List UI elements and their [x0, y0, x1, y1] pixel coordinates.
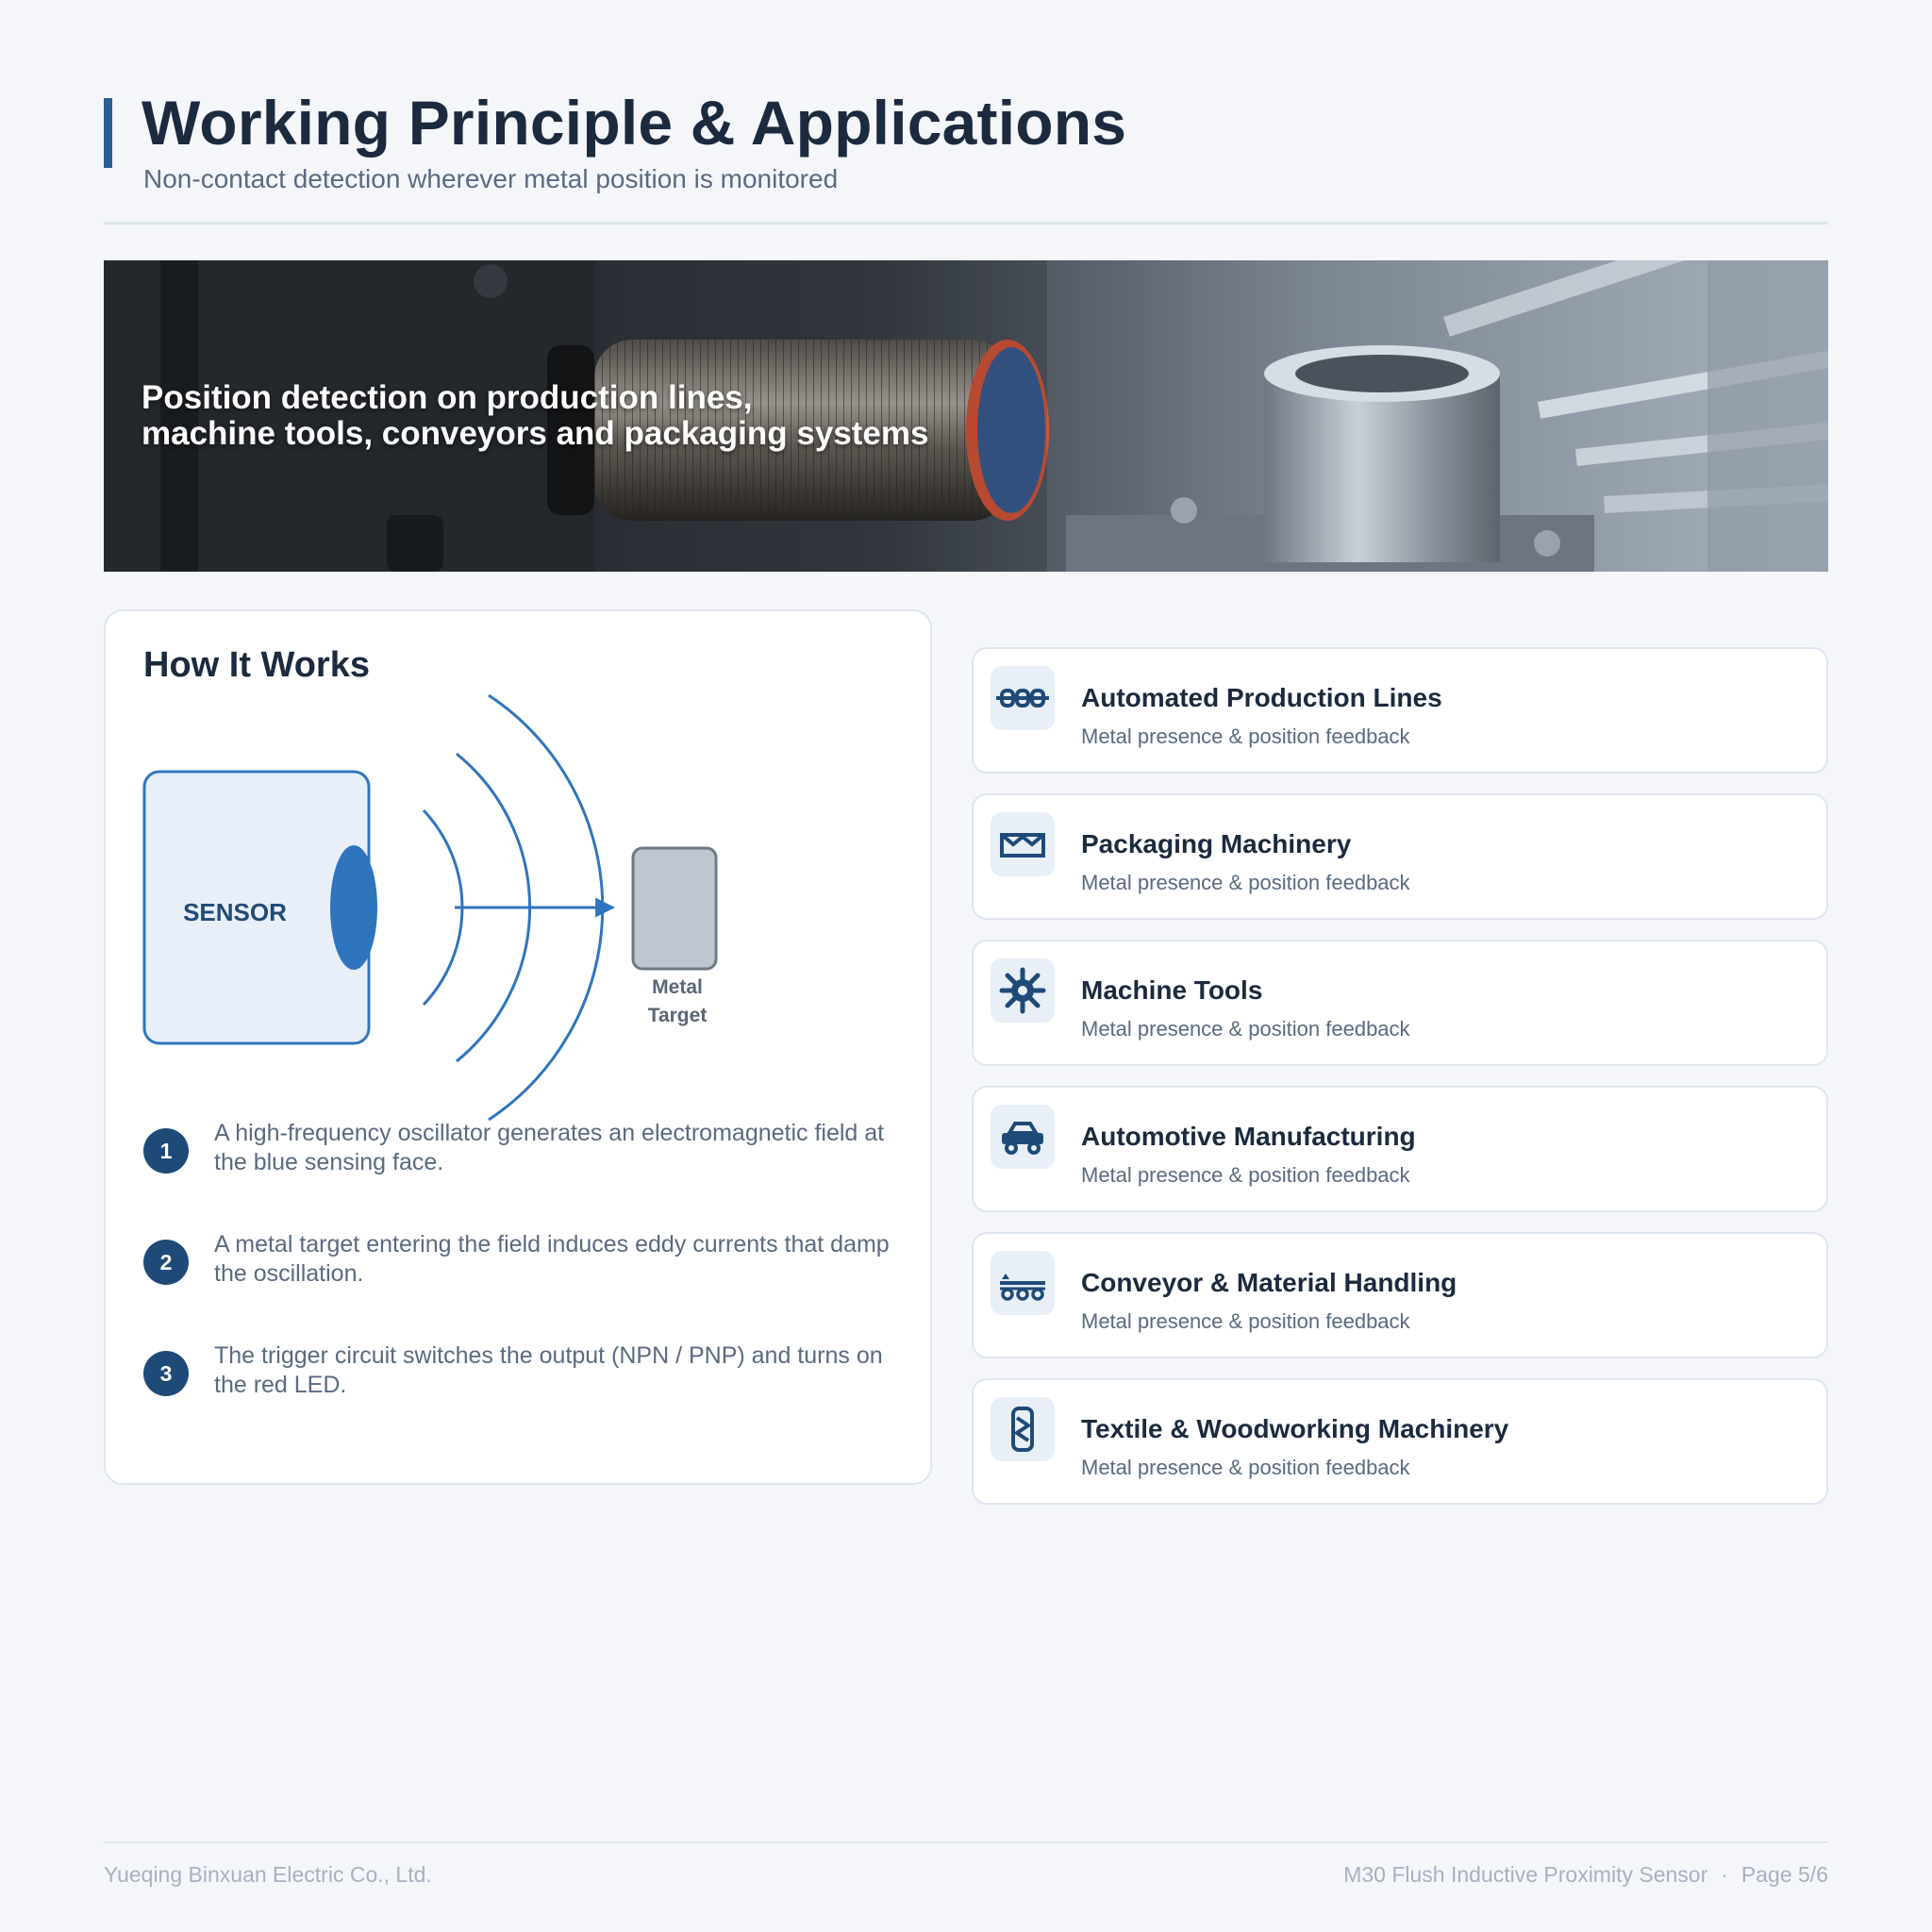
hero-banner [104, 260, 1828, 572]
step-text: A high-frequency oscillator generates an electromagnetic field at the blue sensing face. [214, 1120, 885, 1175]
spool-icon [991, 1397, 1055, 1461]
production-line-icon [991, 666, 1055, 730]
application-title: Textile & Woodworking Machinery [1081, 1414, 1509, 1443]
hero-caption [142, 380, 928, 452]
footer-separator: · [1721, 1862, 1728, 1887]
gear-icon [991, 958, 1055, 1023]
hero-caption-line-2: machine tools, conveyors and packaging systems [142, 415, 929, 452]
car-icon [991, 1105, 1055, 1169]
step-number: 3 [143, 1351, 189, 1396]
application-subtitle: Metal presence & position feedback [1081, 871, 1410, 894]
how-it-works-title: How It Works [143, 645, 370, 685]
step-number: 1 [143, 1128, 189, 1174]
metal-target-label-line-1: Metal [652, 976, 703, 998]
page [104, 0, 1828, 1932]
footer-product-info [1343, 1862, 1828, 1888]
metal-target-label [621, 974, 734, 1030]
footer-page-number: Page 5/6 [1740, 1862, 1828, 1887]
title-accent-bar [104, 98, 112, 168]
application-subtitle: Metal presence & position feedback [1081, 724, 1410, 748]
packaging-icon [991, 812, 1055, 876]
application-title: Packaging Machinery [1081, 829, 1352, 858]
application-card-textile-woodworking [972, 1378, 1828, 1505]
sensor-label: SENSOR [183, 898, 287, 926]
application-subtitle: Metal presence & position feedback [1081, 1163, 1410, 1187]
application-title: Automotive Manufacturing [1081, 1122, 1416, 1151]
step-text: The trigger circuit switches the output (NPN / PNP) and turns on the red LED. [214, 1342, 883, 1398]
footer-divider [104, 1841, 1828, 1843]
footer-company: Yueqing Binxuan Electric Co., Ltd. [104, 1862, 432, 1887]
how-it-works-card [104, 609, 932, 1485]
metal-target-label-line-2: Target [647, 1005, 708, 1026]
application-title: Automated Production Lines [1081, 683, 1442, 712]
working-principle-diagram [106, 611, 934, 1140]
application-title: Conveyor & Material Handling [1081, 1268, 1457, 1297]
application-title: Machine Tools [1081, 975, 1263, 1005]
metal-target [633, 848, 716, 969]
hero-caption-line-1: Position detection on production lines, [142, 379, 753, 416]
application-subtitle: Metal presence & position feedback [1081, 1456, 1410, 1479]
sensing-face [330, 845, 377, 970]
step-text: A metal target entering the field induces eddy currents that damp the oscillation. [214, 1231, 890, 1287]
application-card-packaging [972, 793, 1828, 920]
application-card-machine-tools [972, 940, 1828, 1066]
application-subtitle: Metal presence & position feedback [1081, 1309, 1410, 1333]
application-card-production-lines [972, 647, 1828, 774]
page-subtitle: Non-contact detection wherever metal position is monitored [143, 164, 839, 193]
application-card-automotive [972, 1086, 1828, 1212]
page-title: Working Principle & Applications [142, 88, 1127, 158]
footer-product: M30 Flush Inductive Proximity Sensor [1343, 1862, 1708, 1887]
application-subtitle: Metal presence & position feedback [1081, 1017, 1410, 1041]
application-card-conveyor [972, 1232, 1828, 1358]
step-number: 2 [143, 1240, 189, 1285]
conveyor-icon [991, 1251, 1055, 1315]
header-divider [104, 222, 1828, 225]
